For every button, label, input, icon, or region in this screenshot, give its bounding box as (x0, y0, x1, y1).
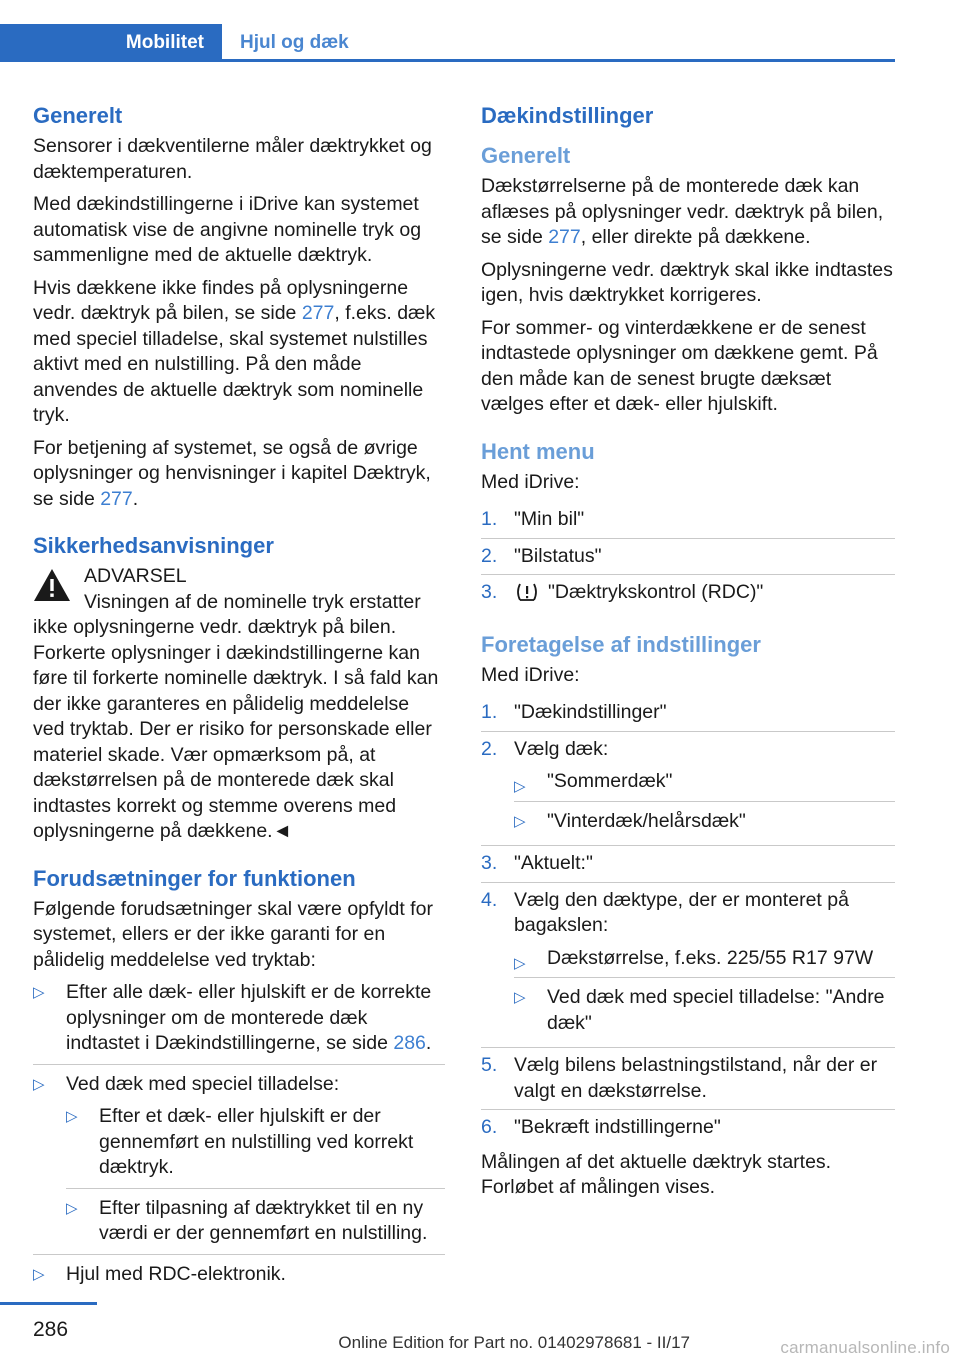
text: "Vinterdæk/helårsdæk" (547, 809, 746, 832)
list-item (481, 882, 895, 1048)
step-number: 2. (481, 544, 498, 567)
text: , f.eks. dæk med speciel tilladelse, skal systemet nulstilles aktivt med en nulstilling. På den måde anvendes de aktuelle dæktryk som nominelle tryk. (33, 302, 436, 426)
text: Hvis dækkene ikke findes på oplysningerne vedr. dæktryk på bilen, se side (33, 276, 409, 324)
text: . (425, 1032, 432, 1054)
step-number: 1. (481, 701, 498, 723)
text: Ved dæk med speciel tilladelse: "Andre dæk" (547, 986, 885, 1034)
list-item (33, 1064, 445, 1247)
list-item (481, 845, 895, 882)
step-number: 2. (481, 737, 498, 760)
edition-note: Online Edition for Part no. 01402978681 - II/17 (338, 1333, 690, 1352)
list-item (514, 977, 895, 1036)
triangle-bullet-icon: ▷ (33, 984, 45, 1001)
text: "Dækindstillinger" (514, 701, 667, 723)
warning-title: ADVARSEL (84, 565, 187, 587)
heading-daekindstillinger: Dækindstillinger (481, 103, 654, 128)
step-number: 1. (481, 508, 498, 530)
text: Vælg dæk: (514, 737, 609, 760)
step-number: 5. (481, 1054, 498, 1076)
text: Hjul med RDC-elektronik. (66, 1262, 286, 1285)
text: "Sommerdæk" (547, 770, 673, 792)
page-link[interactable]: 277 (548, 226, 581, 248)
text: Dækstørrelse, f.eks. 225/55 R17 97W (547, 946, 874, 969)
menu-steps (481, 502, 895, 611)
list-item (481, 731, 895, 846)
text: Dækstørrelserne på de monterede dæk kan aflæses på oplysninger vedr. dæktryk på bilen, se side (481, 175, 884, 248)
watermark: carmanualsonline.info (780, 1338, 950, 1357)
paragraph: Med iDrive: (481, 663, 580, 686)
right-column (481, 100, 895, 1208)
list-item (481, 502, 895, 538)
step-number: 6. (481, 1116, 498, 1138)
paragraph: Målingen af det aktuelle dæktryk startes. Forløbet af målingen vises. (481, 1150, 832, 1198)
list-item (66, 1104, 445, 1181)
sub-list (514, 769, 895, 834)
paragraph: Med iDrive: (481, 470, 580, 493)
warning-triangle-icon (33, 568, 71, 602)
text: "Min bil" (514, 508, 585, 530)
paragraph: Med dækindstillingerne i iDrive kan systemet automatisk vise de angivne nominelle tryk og sammenligne med de aktuelle dæktryk. (33, 193, 422, 266)
heading-forudsaetninger: Forudsætninger for funktionen (33, 865, 356, 891)
list-item (33, 1254, 445, 1288)
page-link[interactable]: 277 (100, 487, 133, 510)
triangle-bullet-icon: ▷ (514, 989, 526, 1006)
page-link[interactable]: 286 (393, 1032, 426, 1054)
text: Efter tilpasning af dæktrykket til en ny værdi er der gennemført en nulstilling. (99, 1196, 428, 1244)
heading-sikkerhedsanvisninger: Sikkerhedsanvisninger (33, 533, 274, 558)
list-item (33, 980, 445, 1057)
page-number: 286 (33, 1318, 69, 1341)
footer-rule (0, 1302, 97, 1305)
step-number: 3. (481, 852, 498, 874)
triangle-bullet-icon: ▷ (514, 778, 526, 795)
paragraph (33, 276, 445, 429)
header-rule (222, 59, 895, 62)
text: Vælg bilens belastningstilstand, når der er valgt en dækstørrelse. (514, 1054, 878, 1102)
text: "Bilstatus" (514, 544, 602, 567)
list-item (481, 695, 895, 731)
warning-block (33, 564, 445, 845)
text: "Aktuelt:" (514, 852, 593, 874)
list-item (514, 801, 895, 835)
paragraph (481, 174, 895, 251)
list-item (514, 946, 895, 972)
list-item (481, 538, 895, 575)
subheading-generelt: Generelt (481, 143, 571, 168)
list-item (481, 1109, 895, 1146)
step-number: 4. (481, 888, 498, 911)
triangle-bullet-icon: ▷ (66, 1108, 78, 1125)
page-header (0, 0, 895, 62)
triangle-bullet-icon: ▷ (33, 1075, 45, 1093)
page-link[interactable]: 277 (301, 302, 335, 324)
text: Ved dæk med speciel tilladelse: (66, 1072, 340, 1095)
paragraph: Følgende forudsætninger skal være opfyldt for systemet, ellers er der ikke garanti for en pålidelig meddelelse ved tryktab: (33, 897, 433, 971)
text: Efter et dæk- eller hjulskift er der gennemført en nulstilling ved korrekt dæktryk. (99, 1105, 414, 1178)
tire-pressure-icon (514, 582, 540, 602)
triangle-bullet-icon: ▷ (514, 954, 526, 972)
list-item (66, 1188, 445, 1247)
text: Vælg den dæktype, der er monteret på bagakslen: (514, 888, 849, 936)
text: , eller direkte på dækkene. (580, 226, 811, 248)
triangle-bullet-icon: ▷ (514, 812, 526, 830)
tab-hjul-og-daek[interactable]: Hjul og dæk (240, 32, 349, 53)
heading-generelt: Generelt (33, 103, 123, 128)
subheading-hent-menu: Hent menu (481, 438, 595, 464)
text: Efter alle dæk- eller hjulskift er de korrekte oplysninger om de monterede dæk indtastet i Dækindstillingerne, se side (66, 981, 432, 1054)
triangle-bullet-icon: ▷ (66, 1199, 78, 1217)
left-column (33, 100, 445, 1294)
sub-list (66, 1104, 445, 1247)
list-item (481, 1047, 895, 1109)
step-number: 3. (481, 581, 498, 603)
list-item (514, 769, 895, 795)
text: For betjening af systemet, se også de øvrige oplysninger og henvisninger i kapitel Dæktryk, se side (33, 436, 431, 510)
text: . (132, 487, 139, 510)
text: "Dæktrykskontrol (RDC)" (548, 581, 764, 603)
paragraph: For sommer- og vinterdækkene er de senest indtastede oplysninger om dækkene gemt. På den måde kan de senest brugte dæksæt vælges efter et dæk- eller hjulskift. (481, 316, 878, 415)
warning-body: Visningen af de nominelle tryk erstatter ikke oplysningerne vedr. dæktryk på bilen. Forkerte oplysninger i dækindstillingerne kan føre til forkerte nominelle dæktryk. I så fald kan der ikke garanteres en pålidelig meddelelse ved tryktab. Der er risiko for personskade eller materiel skade. Vær opmærksom på, at dækstørrelsen på de monterede dæk skal indtastes korrekt og stemme overens med oplysningerne på dækkene.◄ (33, 590, 439, 842)
sub-list (514, 946, 895, 1037)
paragraph: Oplysningerne vedr. dæktryk skal ikke indtastes igen, hvis dæktrykket korrigeres. (481, 258, 893, 306)
tab-mobilitet[interactable]: Mobilitet (0, 24, 222, 62)
paragraph: Sensorer i dækventilerne måler dæktrykket og dæktemperaturen. (33, 135, 432, 183)
paragraph (33, 436, 445, 513)
triangle-bullet-icon: ▷ (33, 1265, 45, 1283)
settings-steps (481, 695, 895, 1146)
subheading-foretagelse: Foretagelse af indstillinger (481, 631, 761, 657)
text: "Bekræft indstillingerne" (514, 1116, 721, 1138)
requirements-list (33, 980, 445, 1287)
list-item (481, 574, 895, 611)
